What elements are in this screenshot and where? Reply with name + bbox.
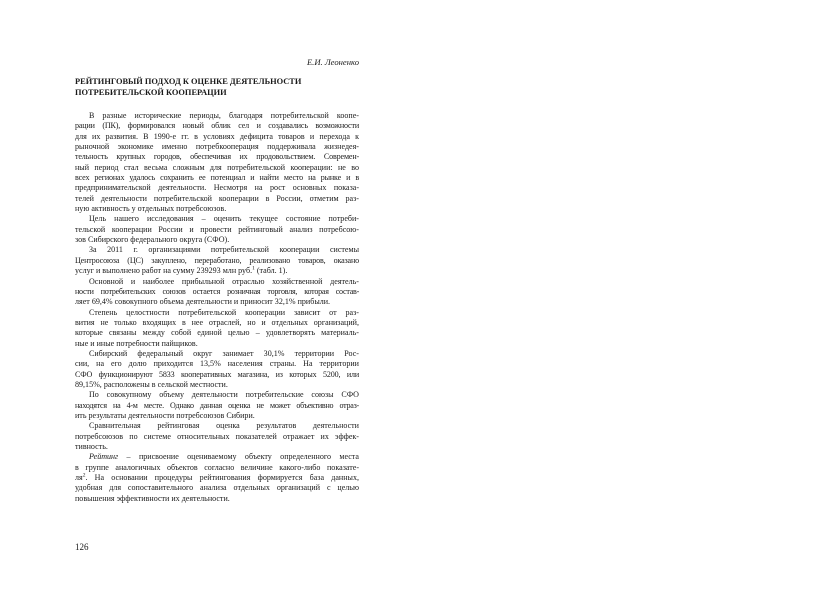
body-line: ный период стал весьма сложным для потребительской кооперации: не во (75, 162, 359, 172)
body-line: предпринимательской деятельности. Несмотря на рост основных показа- (75, 183, 359, 193)
body-line: В разные исторические периоды, благодаря потребительской коопе- (89, 111, 359, 120)
body-line (75, 473, 359, 483)
body-line: ности потребительских союзов остается розничная торговля, которая состав- (75, 286, 359, 296)
body-line: рыночной экономике именно потребкооперация поддерживала жизнедея- (75, 142, 359, 152)
body-line: Цель нашего исследования – оценить текущее состояние потреби- (89, 214, 359, 224)
body-line: тельность крупных городов, обеспечивая их продовольствием. Современ- (75, 152, 359, 162)
running-head: Е.И. Леоненко (306, 57, 359, 67)
body-line: сии, на его долю приходится 13,5% населения страны. На территории (75, 359, 359, 369)
body-line: Сравнительная рейтинговая оценка результатов деятельности (89, 421, 359, 431)
body-line: ные и иные потребности пайщиков. (75, 338, 198, 348)
body-line: Основной и наиболее прибыльной отраслью хозяйственной деятель- (89, 276, 359, 286)
article-title (75, 77, 359, 98)
body-line-text: – присвоение оцениваемому объекту определенного места (118, 452, 359, 462)
body-line: ную активность у отдельных потребсоюзов. (75, 204, 227, 214)
body-line (75, 452, 359, 462)
body-line: потребсоюзов по системе относительных показателей отражает их эффек- (75, 431, 359, 441)
body-line-text: услуг и выполнено работ на сумму 239293 млн руб. (75, 266, 253, 276)
body-line: в группе аналогичных объектов согласно величине какого-либо показате- (75, 462, 359, 472)
body-line-text: . На основании процедуры рейтингования формируется база данных, (85, 473, 359, 483)
body-line: всех регионах удалось сохранить ее потенциал и найти место на рынке и в (75, 173, 359, 183)
title-line-2: ПОТРЕБИТЕЛЬСКОЙ КООПЕРАЦИИ (75, 87, 227, 97)
body-line: ить результаты деятельности потребсоюзов Сибири. (75, 410, 255, 420)
body-line: повышения эффективности их деятельности. (75, 493, 230, 503)
body-line: тивность. (75, 442, 108, 451)
table-reference: (табл. 1). (254, 266, 288, 276)
title-line-1: РЕЙТИНГОВЫЙ ПОДХОД К ОЦЕНКЕ ДЕЯТЕЛЬНОСТИ (75, 77, 302, 86)
rating-term: Рейтинг (89, 452, 119, 462)
body-line: 89,15%, расположены в сельской местности. (75, 379, 228, 389)
body-line-start: ля (75, 473, 83, 483)
body-line: рации (ПК), формировался новый облик сел и создавались возможности (75, 121, 359, 131)
article-body (75, 111, 359, 504)
body-line: удобная для сопоставительного анализа отдельных организаций с целью (75, 483, 359, 493)
body-line: Сибирский федеральный округ занимает 30,1% территории Рос- (89, 348, 359, 358)
body-line: Центросоюза (ЦС) закуплено, переработано, реализовано товаров, оказано (75, 255, 359, 265)
page-number: 126 (75, 542, 89, 552)
body-line: ляет 69,4% совокупного объема деятельности и приносит 32,1% прибыли. (75, 297, 331, 307)
body-line: которые связаны между собой единой целью – удовлетворять материаль- (75, 328, 359, 338)
body-line: тельской кооперации России и провести рейтинговый анализ потребсою- (75, 224, 359, 234)
body-line: СФО функционируют 5833 кооперативных магазина, из которых 5200, или (75, 369, 359, 379)
body-line: По совокупному объему деятельности потребительские союзы СФО (89, 390, 359, 400)
footnote-ref: 1 (252, 266, 255, 272)
footnote-ref: 2 (82, 473, 86, 479)
body-line: Степень целостности потребительской кооперации зависит от раз- (89, 307, 359, 317)
body-line (75, 266, 359, 276)
body-line: вития не только входящих в нее отраслей, но и отдельных организаций, (75, 317, 359, 327)
body-line: находятся на 4-м месте. Однако данная оценка не может объективно отраз- (75, 400, 359, 410)
body-line: зов Сибирского федерального округа (СФО). (75, 235, 230, 245)
body-line: За 2011 г. организациями потребительской кооперации системы (89, 245, 359, 255)
body-line: телей деятельности потребительской кооперации в России, отметим раз- (75, 193, 359, 203)
body-line: для их развития. В 1990-е гг. в условиях дефицита товаров и перехода к (75, 131, 359, 141)
